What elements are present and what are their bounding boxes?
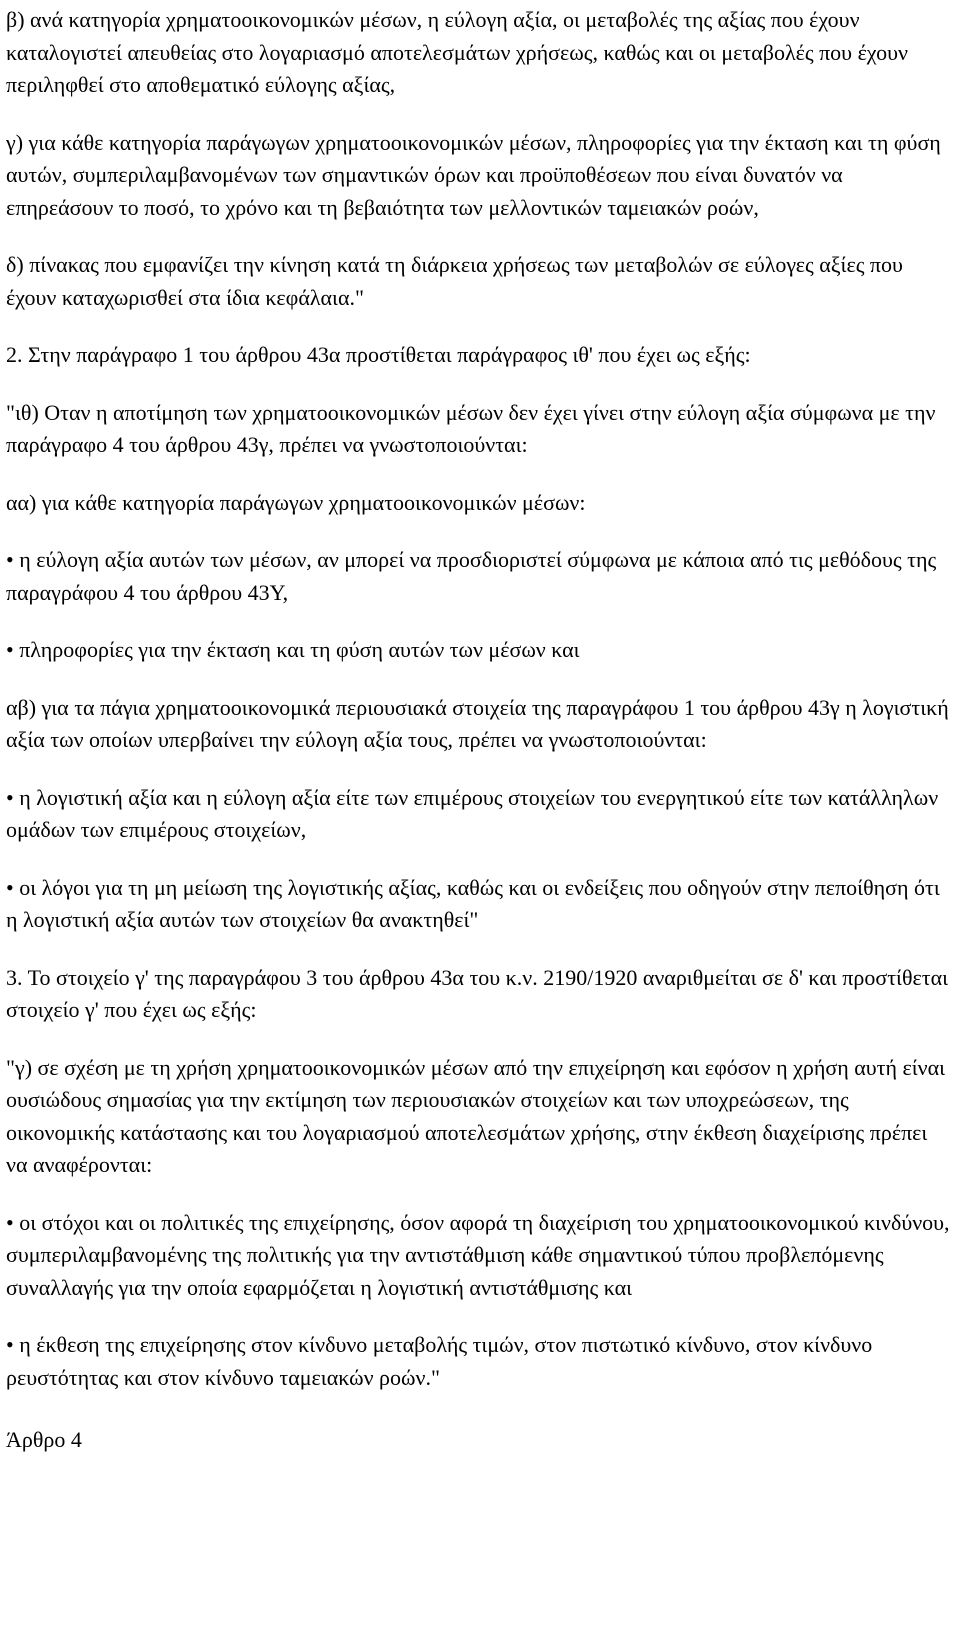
paragraph-delta: δ) πίνακας που εμφανίζει την κίνηση κατά τη διάρκεια χρήσεως των μεταβολών σε εύλογες αξίες που έχουν καταχωρισθεί στα ίδια κεφάλαια." [6,252,903,310]
paragraph-3: 3. Το στοιχείο γ' της παραγράφου 3 του άρθρου 43α του κ.ν. 2190/1920 αναριθμείται σε δ' και προστίθεται στοιχείο γ' που έχει ως εξής: [6,964,949,1022]
bullet-fair-value: • η εύλογη αξία αυτών των μέσων, αν μπορεί να προσδιοριστεί σύμφωνα με κάποια από τις μεθόδους της παραγράφου 4 του άρθρου 43Υ, [6,547,937,605]
bullet-reasons: • οι λόγοι για τη μη μείωση της λογιστικής αξίας, καθώς και οι ενδείξεις που οδηγούν στην πεποίθηση ότι η λογιστική αξία αυτών των στοιχείων θα ανακτηθεί" [6,874,940,932]
document-page [6,4,950,1482]
bullet-risk-exposure: • η έκθεση της επιχείρησης στον κίνδυνο μεταβολής τιμών, στον πιστωτικό κίνδυνο, στον κίνδυνο ρευστότητας και στον κίνδυνο ταμειακών ροών." [6,1332,873,1390]
paragraph-beta: β) ανά κατηγορία χρηματοοικονομικών μέσων, η εύλογη αξία, οι μεταβολές της αξίας που έχουν καταλογιστεί απευθείας στο λογαριασμό αποτελεσμάτων χρήσεως, καθώς και οι μεταβολές που έχουν περιληφθεί στο αποθεματικό εύλογης αξίας, [6,7,908,97]
bullet-book-value: • η λογιστική αξία και η εύλογη αξία είτε των επιμέρους στοιχείων του ενεργητικού είτε των κατάλληλων ομάδων των επιμέρους στοιχείων, [6,784,939,842]
paragraph-gamma-new: "γ) σε σχέση με τη χρήση χρηματοοικονομικών μέσων από την επιχείρηση και εφόσον η χρήση αυτή είναι ουσιώδους σημασίας για την εκτίμηση των περιουσιακών στοιχείων και των υποχρεώσεων, της οικονομικής κατάστασης και του λογαριασμού αποτελεσμάτων χρήσης, στην έκθεση διαχείρισης πρέπει να αναφέρονται: [6,1054,946,1177]
paragraph-ith: "ιθ) Οταν η αποτίμηση των χρηματοοικονομικών μέσων δεν έχει γίνει στην εύλογη αξία σύμφωνα με την παράγραφο 4 του άρθρου 43γ, πρέπει να γνωστοποιούνται: [6,399,936,457]
paragraph-ab: αβ) για τα πάγια χρηματοοικονομικά περιουσιακά στοιχεία της παραγράφου 1 του άρθρου 43γ η λογιστική αξία των οποίων υπερβαίνει την εύλογη αξία τους, πρέπει να γνωστοποιούνται: [6,694,949,752]
bullet-objectives-policies: • οι στόχοι και οι πολιτικές της επιχείρησης, όσον αφορά τη διαχείριση του χρηματοοικονομικού κινδύνου, συμπεριλαμβανομένης της πολιτικής για την αντιστάθμιση κάθε σημαντικού τύπου προβλεπόμενης συναλλαγής για την οποία εφαρμόζεται η λογιστική αντιστάθμισης και [6,1209,950,1300]
paragraph-2: 2. Στην παράγραφο 1 του άρθρου 43α προστίθεται παράγραφος ιθ' που έχει ως εξής: [6,342,751,367]
paragraph-aa: αα) για κάθε κατηγορία παράγωγων χρηματοοικονομικών μέσων: [6,489,586,515]
paragraph-gamma: γ) για κάθε κατηγορία παράγωγων χρηματοοικονομικών μέσων, πληροφορίες για την έκταση και τη φύση αυτών, συμπεριλαμβανομένων των σημαντικών όρων και προϋποθέσεων που είναι δυνατόν να επηρεάσουν το ποσό, το χρόνο και τη βεβαιότητα των μελλοντικών ταμειακών ροών, [6,129,941,220]
bullet-extent-nature: • πληροφορίες για την έκταση και τη φύση αυτών των μέσων και [6,637,580,662]
article-heading: Άρθρο 4 [6,1427,82,1452]
